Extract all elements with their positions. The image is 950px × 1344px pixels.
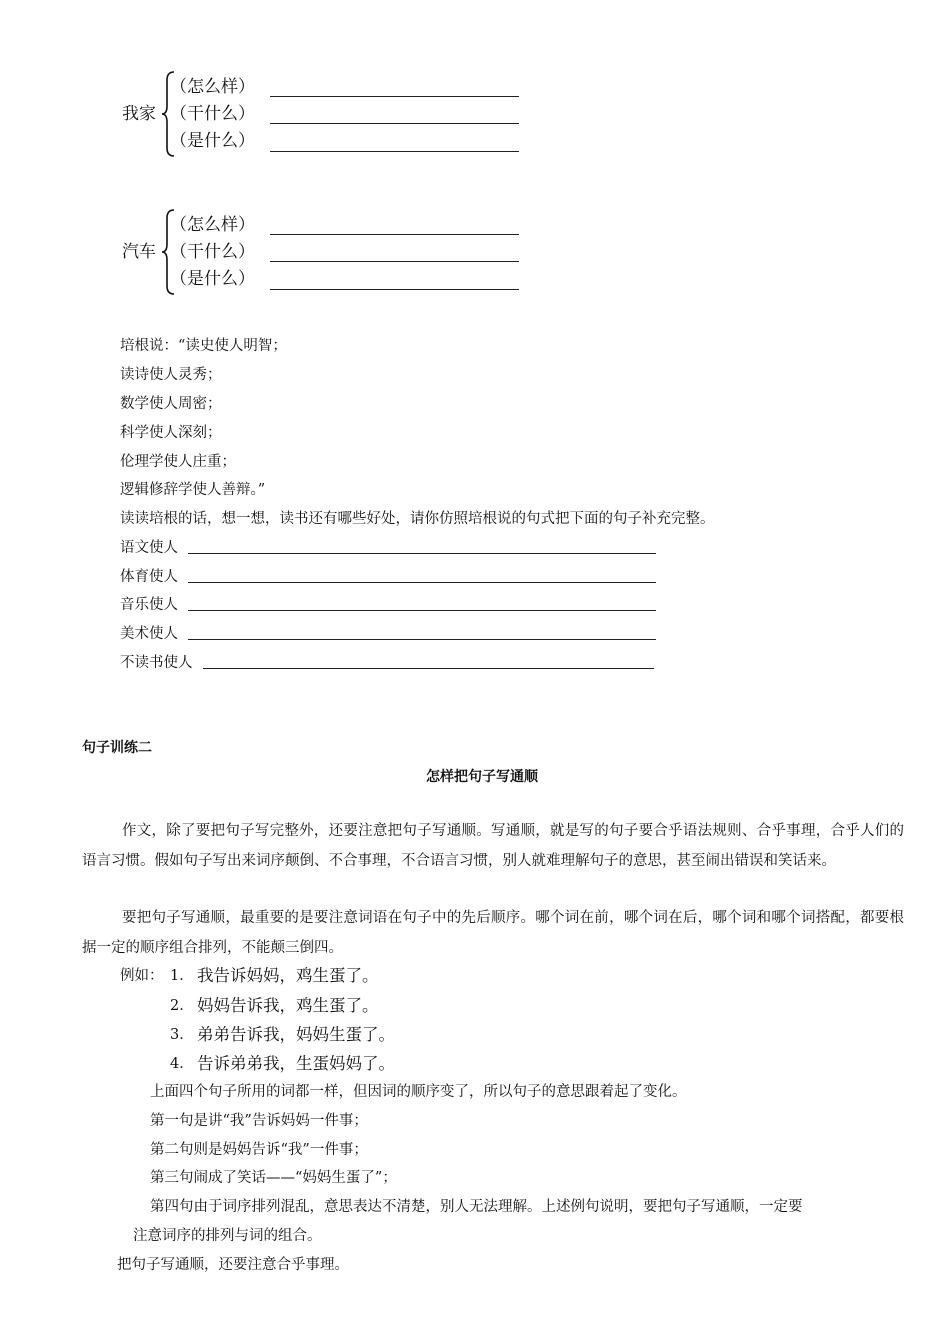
question-label: （怎么样）: [170, 215, 255, 235]
section-label: 句子训练二: [82, 740, 152, 756]
answer-line[interactable]: [188, 582, 656, 583]
closing-line: 把句子写通顺，还要注意合乎事理。: [117, 1257, 349, 1273]
answer-line[interactable]: [270, 261, 519, 262]
analysis-line: 注意词序的排列与词的组合。: [133, 1228, 322, 1244]
analysis-summary: 上面四个句子所用的词都一样，但因词的顺序变了，所以句子的意思跟着起了变化。: [150, 1084, 687, 1100]
prompt-label: 体育使人: [120, 569, 178, 585]
analysis-line: 第一句是讲“我”告诉妈妈一件事；: [150, 1113, 368, 1129]
answer-line[interactable]: [270, 234, 519, 235]
answer-line[interactable]: [270, 96, 519, 97]
prompt-label: 不读书使人: [120, 655, 193, 671]
analysis-line: 第二句则是妈妈告诉“我”一件事；: [150, 1142, 368, 1158]
example-number: 2．: [170, 998, 194, 1014]
example-sentence: 告诉弟弟我，生蛋妈妈了。: [197, 1054, 395, 1073]
question-label: （是什么）: [170, 131, 255, 151]
answer-line[interactable]: [188, 639, 656, 640]
answer-line[interactable]: [188, 610, 656, 611]
answer-line[interactable]: [270, 151, 519, 152]
example-sentence: 我告诉妈妈，鸡生蛋了。: [197, 966, 379, 985]
question-label: （是什么）: [170, 269, 255, 289]
prompt-label: 美术使人: [120, 626, 178, 642]
group-label: 我家: [122, 104, 156, 124]
question-label: （干什么）: [170, 242, 255, 262]
quote-line: 逻辑修辞学使人善辩。”: [120, 482, 266, 498]
question-label: （怎么样）: [170, 77, 255, 97]
answer-line[interactable]: [270, 123, 519, 124]
analysis-line: 第四句由于词序排列混乱，意思表达不清楚，别人无法理解。上述例句说明，要把句子写通顺，一定要: [150, 1199, 803, 1215]
instruction-text: 读读培根的话，想一想，读书还有哪些好处，请你仿照培根说的句式把下面的句子补充完整。: [120, 511, 715, 527]
page-title: 怎样把句子写通顺: [426, 769, 538, 785]
quote-line: 科学使人深刻；: [120, 425, 222, 441]
answer-line[interactable]: [270, 289, 519, 290]
body-paragraph: 作文，除了要把句子写完整外，还要注意把句子写通顺。写通顺，就是写的句子要合乎语法规则、合乎事理，合乎人们的语言习惯。假如句子写出来词序颠倒、不合事理，不合语言习惯，别人就难理解句子的意思，甚至闹出错误和笑话来。: [82, 823, 904, 869]
prompt-label: 语文使人: [120, 540, 178, 556]
answer-line[interactable]: [188, 553, 656, 554]
analysis-line: 第三句闹成了笑话——“妈妈生蛋了”；: [150, 1170, 397, 1186]
answer-line[interactable]: [203, 668, 654, 669]
example-sentence: 弟弟告诉我，妈妈生蛋了。: [197, 1025, 395, 1044]
prompt-label: 音乐使人: [120, 597, 178, 613]
quote-line: 读诗使人灵秀；: [120, 367, 222, 383]
example-sentence: 妈妈告诉我，鸡生蛋了。: [197, 996, 379, 1015]
body-paragraph: 要把句子写通顺，最重要的是要注意词语在句子中的先后顺序。哪个词在前，哪个词在后，哪个词和哪个词搭配，都要根据一定的顺序组合排列，不能颠三倒四。: [82, 910, 904, 956]
question-label: （干什么）: [170, 104, 255, 124]
group-label: 汽车: [122, 242, 156, 262]
quote-line: 数学使人周密；: [120, 396, 222, 412]
quote-line: 培根说：“读史使人明智；: [120, 338, 287, 354]
example-number: 4．: [170, 1056, 194, 1072]
example-number: 1．: [170, 968, 194, 984]
example-lead: 例如：: [120, 968, 164, 984]
example-number: 3．: [170, 1027, 194, 1043]
quote-line: 伦理学使人庄重；: [120, 454, 236, 470]
